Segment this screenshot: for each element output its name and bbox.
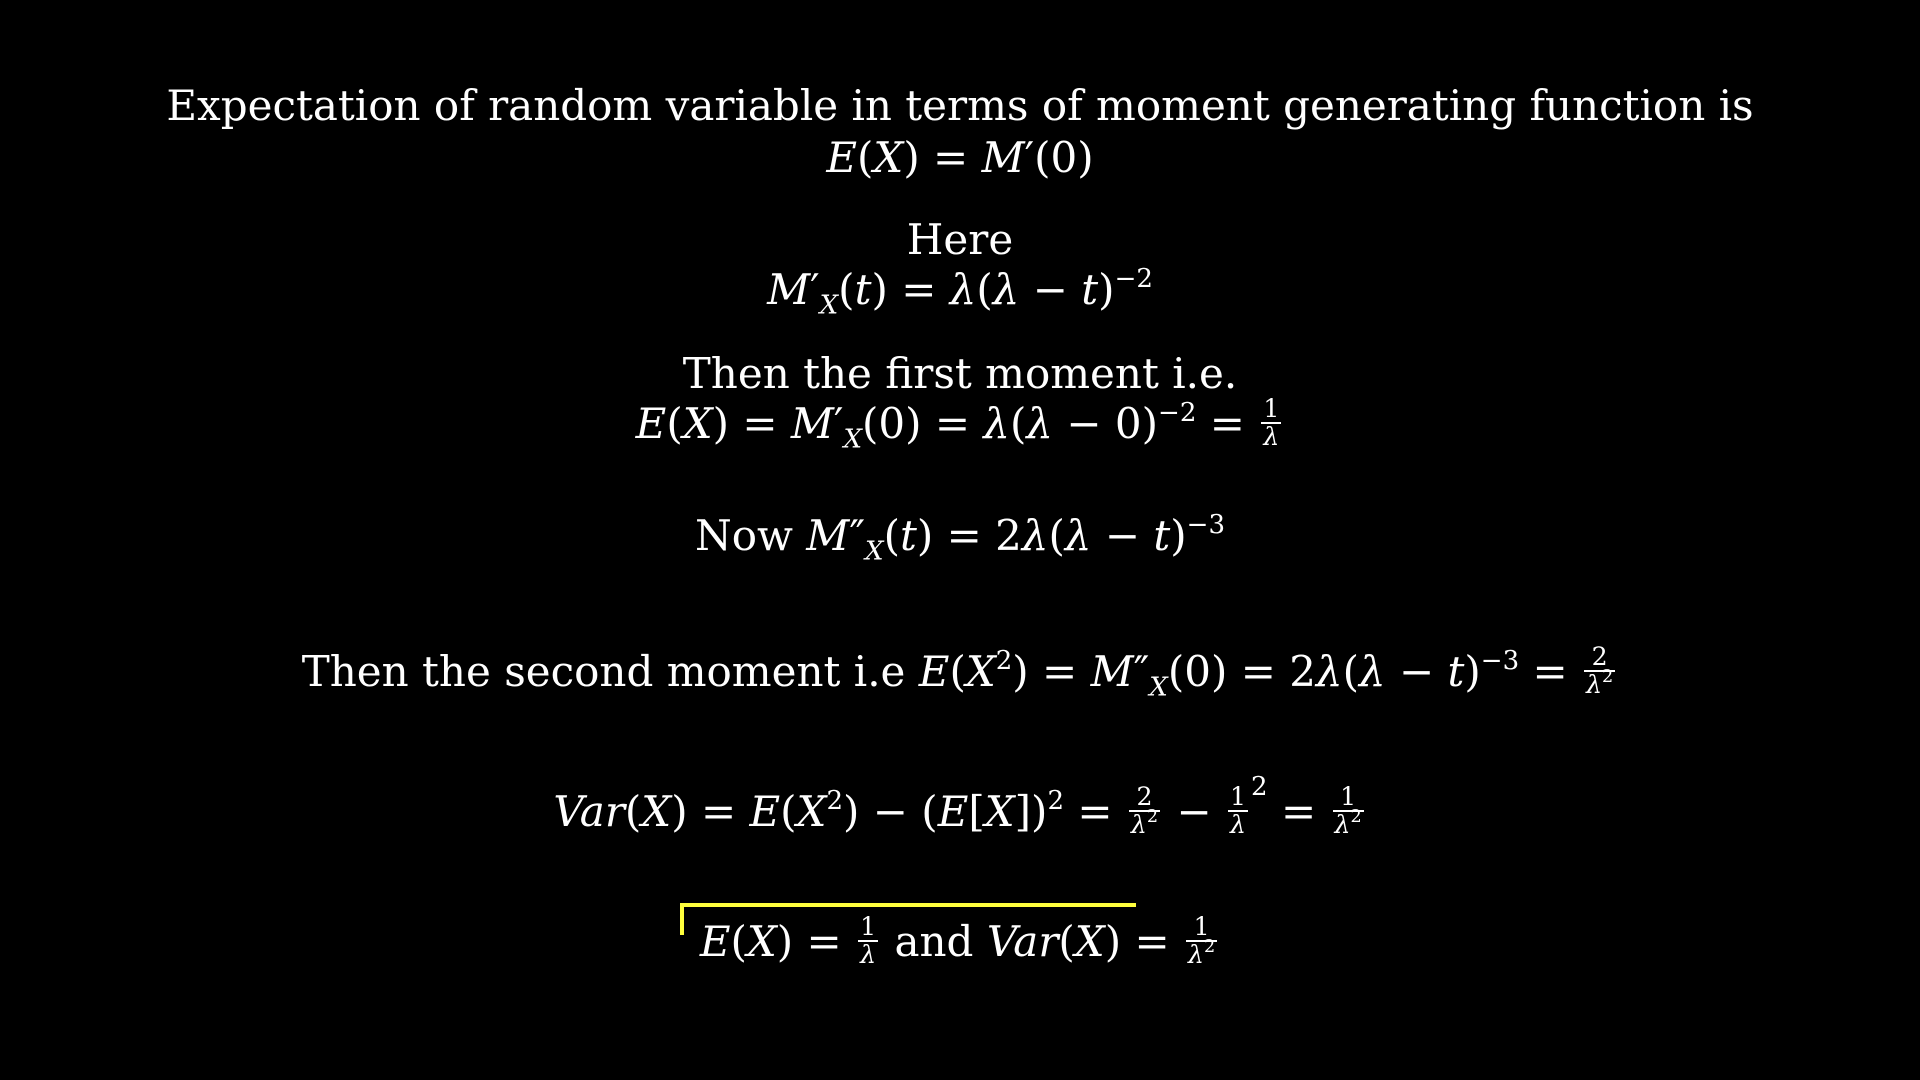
fraction-two-over-lambda-squared: $\frac{2}{\lambda^2}$ [1130, 781, 1159, 839]
final-result: E(X) = $\frac{1}{\lambda}$ and Var(X) = $\frac{1}{\lambda^2}$ [699, 911, 1216, 969]
expectation-formula: E(X) = M′(0) [826, 133, 1094, 182]
second-derivative-formula: Now $M''_X(t) = 2\lambda(\lambda - t)^{-3}$ [694, 509, 1226, 567]
fraction-one-over-lambda: $\frac{1}{\lambda}$ [1230, 781, 1247, 839]
fraction-one-over-lambda: $\frac{1}{\lambda}$ [860, 911, 877, 969]
first-moment-label: Then the first moment i.e. [682, 349, 1238, 398]
highlight-top-edge [680, 903, 1136, 907]
fraction-one-over-lambda-squared: $\frac{1}{\lambda^2}$ [1187, 911, 1216, 969]
here-label: Here [906, 215, 1014, 264]
intro-text: Expectation of random variable in terms of moment generating function is [166, 81, 1754, 130]
second-moment-formula: Then the second moment i.e $E(X^2) = M''_X(0) = 2\lambda(\lambda - t)^{-3}$ = $\frac{2}{\lambda^2}$ [301, 641, 1614, 703]
fraction-one-over-lambda-squared: $\frac{1}{\lambda^2}$ [1334, 781, 1362, 839]
variance-formula: $Var(X) = E(X^2) - (E[X])^2$ = $\frac{2}{\lambda^2}$ − $\frac{1}{\lambda}$ $^2$ = $\frac{1}{\lambda^2}$ [553, 772, 1362, 839]
first-derivative-formula: $M'_X(t) = \lambda(\lambda - t)^{-2}$ [767, 263, 1153, 321]
fraction-two-over-lambda-squared: $\frac{2}{\lambda^2}$ [1586, 641, 1614, 699]
first-moment-formula: $E(X) = M'_X(0) = \lambda(\lambda - 0)^{-2}$ = $\frac{1}{\lambda}$ [635, 393, 1280, 455]
fraction-one-over-lambda: $\frac{1}{\lambda}$ [1263, 393, 1280, 451]
